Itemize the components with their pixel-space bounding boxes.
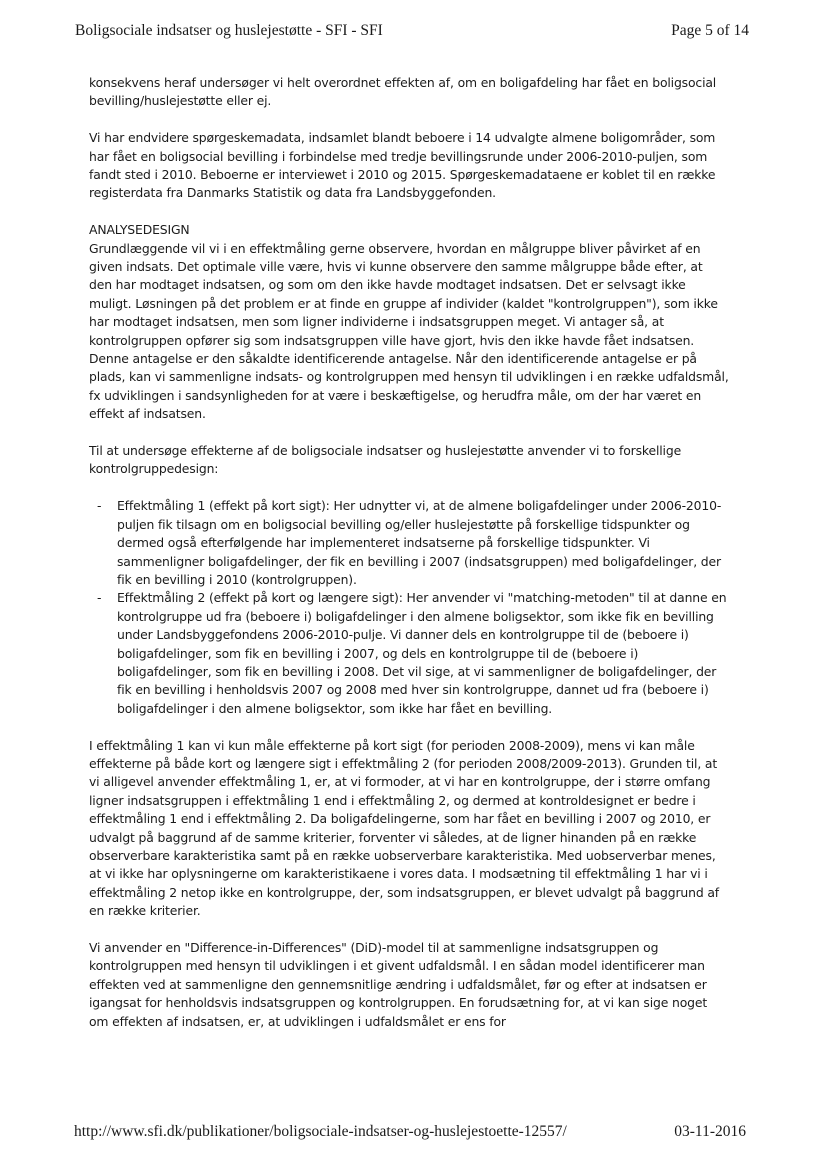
bullet-text: Effektmåling 2 (effekt på kort og længere sigt): Her anvender vi "matching-metoden" til at danne en kontrolgruppe ud fra (beboere i) boligafdelinger i den almene boligsektor, som ikke fik en bevilling under Landsbyggefondens 2006-2010-pulje. Vi danner dels en kontrolgruppe til de (beboere i) boligafdelinger, som fik en bevilling i 2007, og dels en kontrolgruppe til de (beboere i) boligafdelinger, som fik en bevilling i 2008. Det vil sige, at vi sammenligner de boligafdelinger, der fik en bevilling i henholdsvis 2007 og 2008 med hver sin kontrolgruppe, dannet ud fra (beboere i) boligafdelinger i den almene boligsektor, som ikke har fået en bevilling. [117,590,727,716]
page-header-title: Boligsociale indsatser og huslejestøtte - SFI - SFI [75,22,383,39]
bullet-dash: - [97,498,102,514]
paragraph-intro: konsekvens heraf undersøger vi helt overordnet effekten af, om en boligafdeling har fået en boligsocial bevilling/huslejestøtte eller ej. [89,75,717,109]
print-date: 03-11-2016 [674,1123,746,1140]
paragraph-gap [89,203,729,221]
paragraph-gap [89,479,729,497]
paragraph-gap [89,111,729,129]
bullet-item-effektmaaling-1 [89,497,729,589]
section-heading: ANALYSEDESIGN [89,222,190,238]
page-url: http://www.sfi.dk/publikationer/boligsociale-indsatser-og-huslejestoette-12557/ [74,1123,567,1140]
paragraph-gap [89,424,729,442]
paragraph-control-designs: Til at undersøge effekterne af de boligsociale indsatser og huslejestøtte anvender vi to forskellige kontrolgruppedesign: [89,443,682,477]
paragraph-did-model: Vi anvender en "Difference-in-Differences" (DiD)-model til at sammenligne indsatsgruppen og kontrolgruppen med hensyn til udviklingen i et givent udfaldsmål. I en sådan model identificerer man effekten ved at sammenligne den gennemsnitlige ændring i udfaldsmålet, før og efter at indsatsen er igangsat for henholdsvis indsatsgruppen og kontrolgruppen. En forudsætning for, at vi kan sige noget om effekten af indsatsen, er, at udviklingen i udfaldsmålet er ens for [89,940,708,1029]
paragraph-survey-data: Vi har endvidere spørgeskemadata, indsamlet blandt beboere i 14 udvalgte almene boligområder, som har fået en boligsocial bevilling i forbindelse med tredje bevillingsrunde under 2006-2010-puljen, som fandt sted i 2010. Beboerne er interviewet i 2010 og 2015. Spørgeskemadataene er koblet til en række registerdata fra Danmarks Statistik og data fra Landsbyggefonden. [89,130,716,201]
paragraph-gap [89,718,729,736]
paragraph-gap [89,921,729,939]
bullet-list [89,497,729,718]
paragraph-analysis-design: Grundlæggende vil vi i en effektmåling gerne observere, hvordan en målgruppe bliver påvirket af en given indsats. Det optimale ville være, hvis vi kunne observere den samme målgruppe både efter, at den har modtaget indsatsen, og som om den ikke havde modtaget indsatsen. Det er selvsagt ikke muligt. Løsningen på det problem er at finde en gruppe af individer (kaldet "kontrolgruppen"), som ikke har modtaget indsatsen, men som ligner individerne i indsatsgruppen meget. Vi antager så, at kontrolgruppen opfører sig som indsatsgruppen ville have gjort, hvis den ikke havde fået indsatsen. Denne antagelse er den såkaldte identificerende antagelse. Når den identificerende antagelse er på plads, kan vi sammenligne indsats- og kontrolgruppen med hensyn til udviklingen i en række udfaldsmål, fx udviklingen i sandsynligheden for at være i beskæftigelse, og herudfra måle, om der har været en effekt af indsatsen. [89,240,729,422]
paragraph-effect-measurement: I effektmåling 1 kan vi kun måle effekterne på kort sigt (for perioden 2008-2009), mens vi kan måle effekterne på både kort og længere sigt i effektmåling 2 (for perioden 2008/2009-2013). Grunden til, at vi alligevel anvender effektmåling 1, er, at vi formoder, at vi har en kontrolgruppe, der i større omfang ligner indsatsgruppen i effektmåling 1 end i effektmåling 2, og dermed at kontroldesignet er bedre i effektmåling 1 end i effektmåling 2. Da boligafdelingerne, som har fået en bevilling i 2007 og 2010, er udvalgt på baggrund af de samme kriterier, forventer vi således, at de ligner hinanden på en række observerbare karakteristika samt på en række uobserverbare karakteristika. Med uobserverbar menes, at vi ikke har oplysningerne om karakteristikaene i vores data. I modsætning til effektmåling 1 har vi i effektmåling 2 netop ikke en kontrolgruppe, der, som indsatsgruppen, er blevet udvalgt på baggrund af en række kriterier. [89,737,719,919]
bullet-text: Effektmåling 1 (effekt på kort sigt): Her udnytter vi, at de almene boligafdelinger under 2006-2010-puljen fik tilsagn om en boligsocial bevilling og/eller huslejestøtte på forskellige tidspunkter og dermed også efterfølgende har implementeret indsatserne på forskellige tidspunkter. Vi sammenligner boligafdelinger, der fik en bevilling i 2007 (indsatsgruppen) med boligafdelinger, der fik en bevilling i 2010 (kontrolgruppen). [117,498,722,587]
bullet-dash: - [97,590,102,606]
document-body [89,74,729,1031]
bullet-item-effektmaaling-2 [89,589,729,718]
page-number: Page 5 of 14 [671,22,749,39]
